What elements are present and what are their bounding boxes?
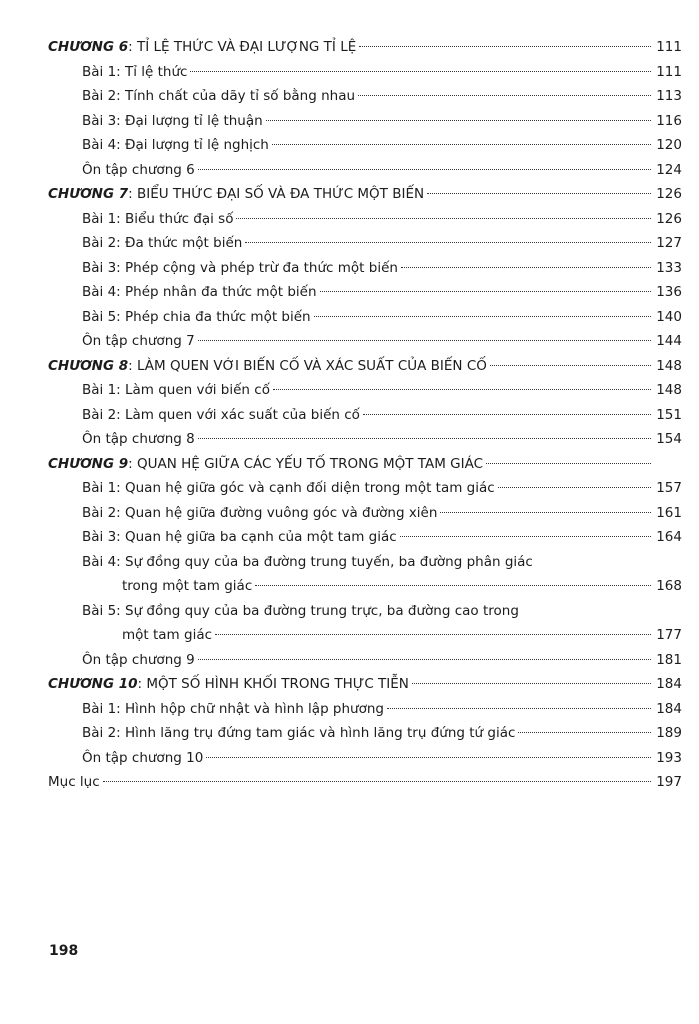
lesson-title: Bài 3: Quan hệ giữa ba cạnh của một tam giác <box>82 529 397 545</box>
toc-page-number: 161 <box>656 504 682 521</box>
dot-leader <box>498 487 651 488</box>
toc-lesson-entry <box>48 207 682 232</box>
dot-leader <box>490 365 651 366</box>
lesson-title-continued: một tam giác <box>122 627 213 643</box>
lesson-title: Bài 4: Sự đồng quy của ba đường trung tuyến, ba đường phân giác <box>82 553 533 570</box>
chapter-title: : MỘT SỐ HÌNH KHỐI TRONG THỰC TIỄN <box>137 676 409 692</box>
toc-lesson-entry <box>48 746 682 771</box>
dot-leader <box>198 438 651 439</box>
toc-chapter-entry <box>48 35 682 60</box>
toc-lesson-entry <box>48 60 682 85</box>
lesson-title: Bài 1: Tỉ lệ thức <box>82 63 188 80</box>
lesson-title: Bài 4: Phép nhân đa thức một biến <box>82 284 317 300</box>
toc-page-number: 154 <box>656 431 682 447</box>
page-number: 198 <box>49 943 79 959</box>
dot-leader <box>215 634 651 635</box>
toc-page-number: 111 <box>656 39 682 55</box>
toc-page-number: 126 <box>656 210 682 227</box>
toc-lesson-entry <box>48 109 682 134</box>
dot-leader <box>273 389 651 390</box>
toc-page-number: 184 <box>656 676 682 692</box>
toc-page-number: 184 <box>656 700 682 717</box>
toc-lesson-entry <box>48 231 682 256</box>
lesson-title: Bài 1: Làm quen với biến cố <box>82 382 270 398</box>
dot-leader <box>427 193 651 194</box>
toc-entry-title <box>48 770 100 795</box>
toc-page-number: 113 <box>656 88 682 104</box>
toc-entry-title <box>48 35 356 60</box>
toc-page-number: 136 <box>656 284 682 300</box>
chapter-number: CHƯƠNG 6 <box>48 39 129 55</box>
chapter-title: : LÀM QUEN VỚI BIẾN CỐ VÀ XÁC SUẤT CỦA BIẾN CỐ <box>128 357 487 374</box>
toc-lesson-entry <box>48 305 682 330</box>
lesson-title: Bài 5: Phép chia đa thức một biến <box>82 308 311 325</box>
toc-lesson-entry <box>48 256 682 281</box>
lesson-title: Ôn tập chương 10 <box>82 749 204 766</box>
dot-leader <box>266 120 651 121</box>
toc-page-number: 157 <box>656 480 682 496</box>
lesson-title: Ôn tập chương 9 <box>82 651 195 668</box>
toc-page-number: 168 <box>656 578 682 594</box>
dot-leader <box>198 169 651 170</box>
dot-leader <box>255 585 651 586</box>
lesson-title: Bài 2: Đa thức một biến <box>82 235 243 251</box>
chapter-number: CHƯƠNG 9 <box>48 455 129 472</box>
toc-entry-title <box>48 452 483 477</box>
toc-chapter-entry <box>48 672 682 697</box>
lesson-title: Bài 1: Biểu thức đại số <box>82 210 234 227</box>
toc-lesson-entry <box>48 280 682 305</box>
toc-entry-title <box>48 672 409 697</box>
toc-page-number: 133 <box>656 259 682 276</box>
toc-page-number: 181 <box>656 651 682 668</box>
table-of-contents <box>48 35 682 795</box>
chapter-number: CHƯƠNG 10 <box>48 676 138 692</box>
dot-leader <box>245 242 651 243</box>
toc-page-number: 193 <box>656 749 682 766</box>
chapter-number: CHƯƠNG 8 <box>48 357 129 374</box>
dot-leader <box>320 291 651 292</box>
toc-page-number: 111 <box>656 63 682 80</box>
toc-lesson-entry <box>48 378 682 403</box>
toc-lesson-entry <box>48 329 682 354</box>
dot-leader <box>103 781 651 782</box>
dot-leader <box>272 144 651 145</box>
toc-page-number: 140 <box>656 308 682 325</box>
toc-lesson-entry <box>48 721 682 746</box>
lesson-title: Bài 3: Phép cộng và phép trừ đa thức một biến <box>82 259 398 276</box>
dot-leader <box>412 683 651 684</box>
toc-page-number: 189 <box>656 725 682 741</box>
dot-leader <box>190 71 651 72</box>
dot-leader <box>359 46 651 47</box>
toc-lesson-entry <box>48 133 682 158</box>
lesson-title: Bài 3: Đại lượng tỉ lệ thuận <box>82 112 263 129</box>
chapter-title: : TỈ LỆ THỨC VÀ ĐẠI LƯỢNG TỈ LỆ <box>128 39 357 55</box>
toc-index-entry <box>48 770 682 795</box>
toc-lesson-entry <box>48 648 682 673</box>
dot-leader <box>206 757 651 758</box>
dot-leader <box>198 340 651 341</box>
dot-leader <box>440 512 651 513</box>
toc-page-number: 148 <box>656 357 682 374</box>
dot-leader <box>314 316 651 317</box>
lesson-title: Bài 4: Đại lượng tỉ lệ nghịch <box>82 137 269 153</box>
dot-leader <box>236 218 651 219</box>
toc-lesson-entry <box>48 158 682 183</box>
lesson-title: Ôn tập chương 8 <box>82 431 195 447</box>
toc-lesson-entry <box>48 525 682 550</box>
toc-lesson-entry <box>48 84 682 109</box>
chapter-title: : QUAN HỆ GIỮA CÁC YẾU TỐ TRONG MỘT TAM GIÁC <box>128 455 484 472</box>
toc-lesson-entry <box>48 427 682 452</box>
toc-page-number: 144 <box>656 333 682 349</box>
lesson-title: Bài 1: Quan hệ giữa góc và cạnh đối diện trong một tam giác <box>82 480 495 496</box>
toc-lesson-entry <box>48 550 682 599</box>
dot-leader <box>358 95 651 96</box>
dot-leader <box>486 463 651 464</box>
lesson-title: Bài 2: Tính chất của dãy tỉ số bằng nhau <box>82 88 356 104</box>
toc-page-number: 120 <box>656 137 682 153</box>
toc-chapter-entry <box>48 354 682 379</box>
toc-page-number: 177 <box>656 627 682 643</box>
toc-entry-title <box>48 354 487 379</box>
chapter-title: Mục lục <box>48 774 100 790</box>
toc-page-number: 116 <box>656 112 682 129</box>
lesson-title: Ôn tập chương 7 <box>82 333 195 349</box>
toc-page-number: 124 <box>656 161 682 178</box>
toc-lesson-entry <box>48 697 682 722</box>
chapter-title: : BIỂU THỨC ĐẠI SỐ VÀ ĐA THỨC MỘT BIẾN <box>128 186 425 202</box>
toc-entry-title <box>48 182 424 207</box>
lesson-title: Bài 2: Làm quen với xác suất của biến cố <box>82 406 360 423</box>
toc-lesson-entry <box>48 599 682 648</box>
toc-lesson-entry <box>48 403 682 428</box>
toc-page-number: 127 <box>656 235 682 251</box>
toc-lesson-entry <box>48 501 682 526</box>
lesson-title: Ôn tập chương 6 <box>82 161 195 178</box>
chapter-number: CHƯƠNG 7 <box>48 186 129 202</box>
toc-page-number: 164 <box>656 529 682 545</box>
dot-leader <box>401 267 651 268</box>
lesson-title: Bài 2: Quan hệ giữa đường vuông góc và đường xiên <box>82 504 438 521</box>
toc-chapter-entry <box>48 452 682 477</box>
toc-page-number: 126 <box>656 186 682 202</box>
toc-chapter-entry <box>48 182 682 207</box>
toc-lesson-entry <box>48 476 682 501</box>
dot-leader <box>387 708 651 709</box>
lesson-title: Bài 5: Sự đồng quy của ba đường trung trực, ba đường cao trong <box>82 602 519 619</box>
lesson-title: Bài 2: Hình lăng trụ đứng tam giác và hình lăng trụ đứng tứ giác <box>82 725 516 741</box>
dot-leader <box>400 536 651 537</box>
lesson-title-continued: trong một tam giác <box>122 578 253 594</box>
toc-page-number: 148 <box>656 382 682 398</box>
dot-leader <box>518 732 651 733</box>
lesson-title: Bài 1: Hình hộp chữ nhật và hình lập phương <box>82 700 384 717</box>
dot-leader <box>363 414 651 415</box>
toc-page-number: 197 <box>656 774 682 790</box>
dot-leader <box>198 659 651 660</box>
toc-page-number: 151 <box>656 406 682 423</box>
